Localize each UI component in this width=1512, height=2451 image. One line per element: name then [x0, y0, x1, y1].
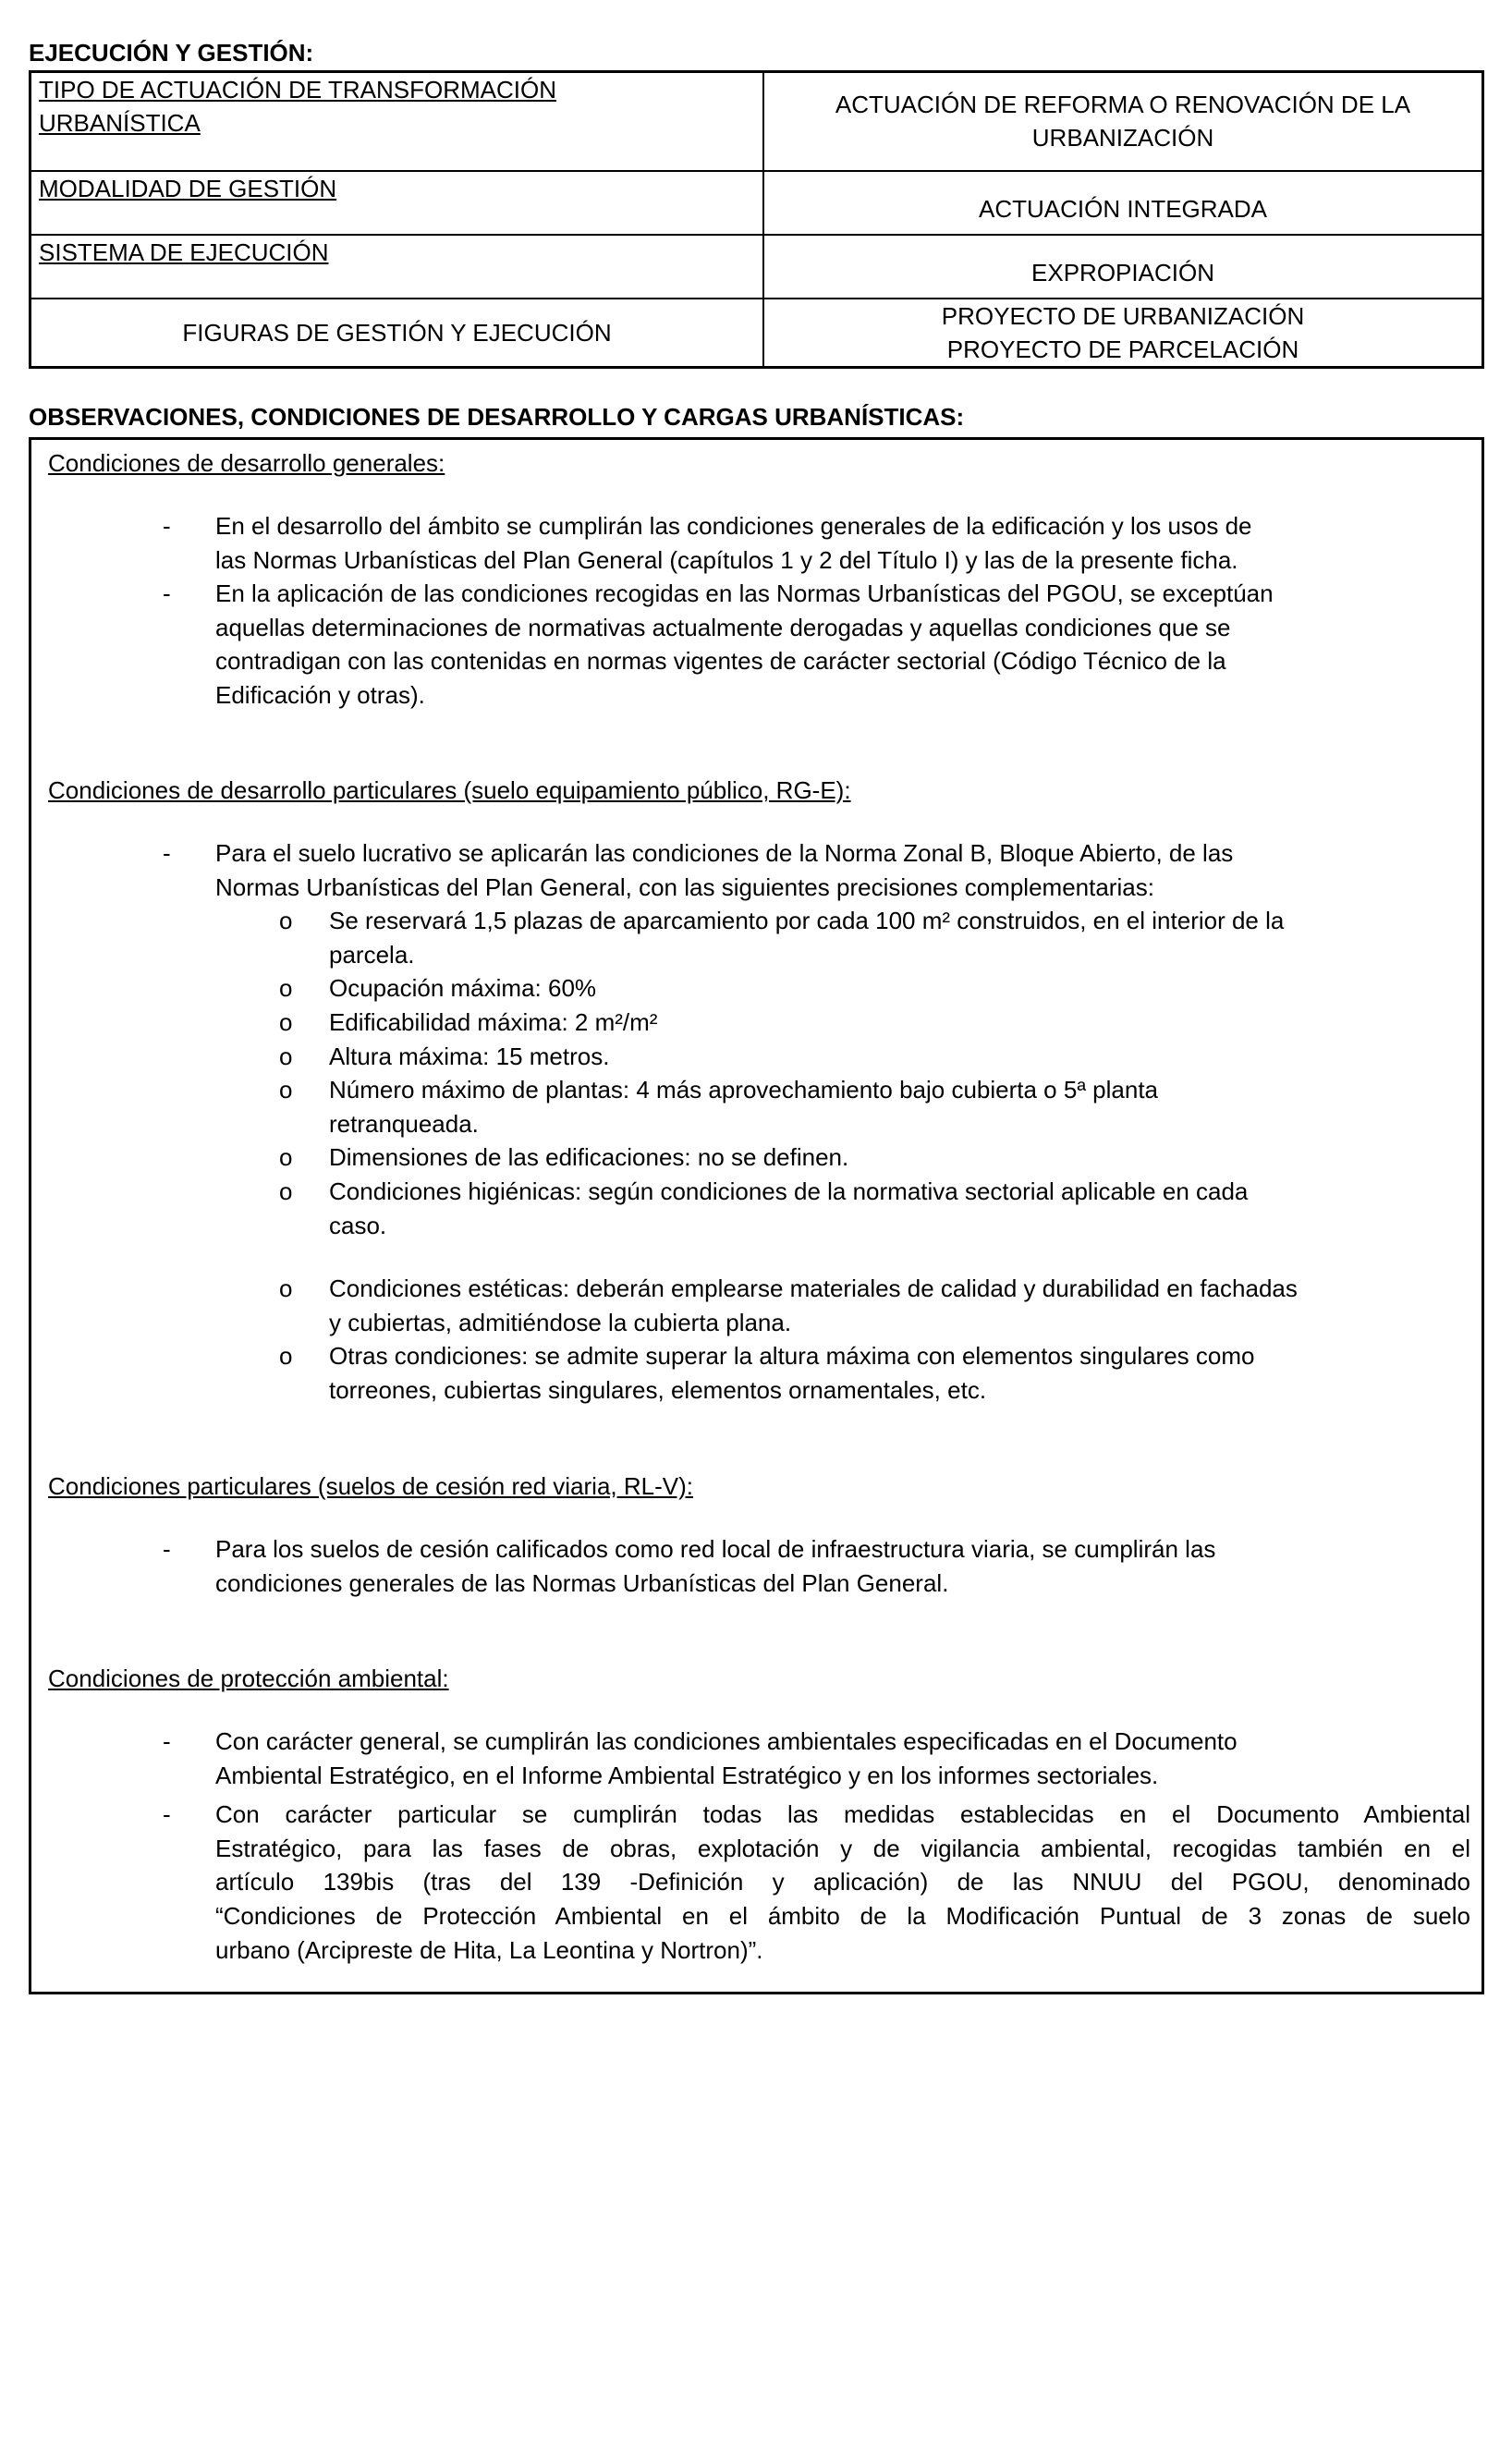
list-item-line: Para el suelo lucrativo se aplicarán las condiciones de la Norma Zonal B, Bloque Abierto, de las	[215, 839, 1234, 867]
list-item-line: Dimensiones de las edificaciones: no se definen.	[329, 1143, 849, 1172]
list-item	[215, 509, 1470, 577]
list-item-line: artículo 139bis (tras del 139 -Definición y aplicación) de las NNUU del PGOU, denominado	[215, 1868, 1470, 1896]
label-line: MODALIDAD DE GESTIÓN	[39, 174, 337, 202]
section-heading: Condiciones de desarrollo particulares (suelo equipamiento público, RG-E):	[48, 776, 851, 804]
list-item-line: En la aplicación de las condiciones recogidas en las Normas Urbanísticas del PGOU, se exceptúan	[215, 579, 1274, 608]
value-line: ACTUACIÓN DE REFORMA O RENOVACIÓN DE LA	[835, 91, 1411, 119]
list-item	[329, 1175, 1470, 1242]
list-item-line: En el desarrollo del ámbito se cumplirán las condiciones generales de la edificación y los usos de	[215, 512, 1252, 540]
list-item-line: Ocupación máxima: 60%	[329, 974, 597, 1003]
list-item	[329, 1073, 1470, 1140]
list-item	[215, 577, 1470, 712]
value-line: PROYECTO DE URBANIZACIÓN	[941, 301, 1305, 330]
list-item-line: Para los suelos de cesión calificados como red local de infraestructura viaria, se cumplirán las	[215, 1535, 1216, 1563]
list-item	[215, 836, 1470, 904]
circle-bullet-icon: o	[279, 907, 293, 935]
list-item	[329, 1140, 1470, 1175]
list-item-line: Se reservará 1,5 plazas de aparcamiento por cada 100 m² construidos, en el interior de la	[329, 907, 1285, 935]
dash-bullet-icon: -	[163, 1800, 171, 1829]
list-item-line: “Condiciones de Protección Ambiental en el ámbito de la Modificación Puntual de 3 zonas de suelo	[215, 1901, 1470, 1930]
list-item-line: Normas Urbanísticas del Plan General, con las siguientes precisiones complementarias:	[215, 872, 1154, 901]
list-item-line: Estratégico, para las fases de obras, explotación y de vigilancia ambiental, recogidas también en el	[215, 1834, 1470, 1862]
list-item-line: Altura máxima: 15 metros.	[329, 1042, 610, 1070]
list-item-line: y cubiertas, admitiéndose la cubierta plana.	[329, 1308, 792, 1336]
list-item-line: Con carácter general, se cumplirán las condiciones ambientales especificadas en el Documento	[215, 1727, 1238, 1755]
list-item	[329, 1272, 1470, 1339]
list-item-line: contradigan con las contenidas en normas vigentes de carácter sectorial (Código Técnico de la	[215, 647, 1226, 676]
table-row	[30, 235, 1483, 299]
circle-bullet-icon: o	[279, 1076, 293, 1104]
list-item	[329, 1006, 1470, 1040]
section-heading: Condiciones de desarrollo generales:	[48, 449, 445, 477]
list-item	[215, 1798, 1470, 1967]
section-heading: Condiciones particulares (suelos de cesión red viaria, RL-V):	[48, 1472, 693, 1500]
circle-bullet-icon: o	[279, 1342, 293, 1371]
list-item	[215, 1532, 1470, 1600]
label-line: FIGURAS DE GESTIÓN Y EJECUCIÓN	[182, 318, 612, 347]
value-line: PROYECTO DE PARCELACIÓN	[946, 335, 1299, 363]
dash-bullet-icon: -	[163, 1535, 171, 1563]
list-item-line: Otras condiciones: se admite superar la altura máxima con elementos singulares como	[329, 1342, 1255, 1371]
observations-title: OBSERVACIONES, CONDICIONES DE DESARROLLO Y CARGAS URBANÍSTICAS:	[29, 403, 965, 431]
section-heading: Condiciones de protección ambiental:	[48, 1664, 449, 1692]
value-line: URBANIZACIÓN	[1031, 124, 1214, 152]
row-value	[763, 299, 1483, 368]
list-item	[329, 904, 1470, 971]
list-item-line: caso.	[329, 1211, 387, 1239]
list-item	[329, 1040, 1470, 1074]
row-value	[763, 171, 1483, 235]
circle-bullet-icon: o	[279, 1274, 293, 1303]
label-line: TIPO DE ACTUACIÓN DE TRANSFORMACIÓN	[39, 76, 557, 104]
list-item	[329, 971, 1470, 1006]
dash-bullet-icon: -	[163, 579, 171, 608]
list-item-line: Número máximo de plantas: 4 más aprovechamiento bajo cubierta o 5ª planta	[329, 1076, 1158, 1104]
list-item-line: Condiciones estéticas: deberán emplearse materiales de calidad y durabilidad en fachadas	[329, 1274, 1298, 1303]
table-row	[30, 72, 1483, 171]
circle-bullet-icon: o	[279, 1008, 293, 1036]
circle-bullet-icon: o	[279, 974, 293, 1003]
row-label	[30, 72, 764, 171]
circle-bullet-icon: o	[279, 1143, 293, 1172]
circle-bullet-icon: o	[279, 1042, 293, 1070]
dash-bullet-icon: -	[163, 512, 171, 540]
list-item-line: condiciones generales de las Normas Urbanísticas del Plan General.	[215, 1568, 949, 1597]
list-item-line: aquellas determinaciones de normativas actualmente derogadas y aquellas condiciones que se	[215, 613, 1231, 641]
list-item	[215, 1725, 1470, 1792]
list-item-line: Edificación y otras).	[215, 680, 425, 709]
dash-bullet-icon: -	[163, 1727, 171, 1755]
table-row	[30, 299, 1483, 368]
observations-box	[29, 437, 1484, 1994]
row-value	[763, 235, 1483, 299]
list-item-line: las Normas Urbanísticas del Plan General (capítulos 1 y 2 del Título I) y las de la presente ficha.	[215, 545, 1238, 574]
execution-table	[29, 70, 1484, 369]
list-item-line: retranqueada.	[329, 1109, 479, 1138]
list-item-line: torreones, cubiertas singulares, elementos ornamentales, etc.	[329, 1375, 987, 1404]
row-value	[763, 72, 1483, 171]
dash-bullet-icon: -	[163, 839, 171, 867]
row-label	[30, 235, 764, 299]
circle-bullet-icon: o	[279, 1177, 293, 1205]
list-item-line: Condiciones higiénicas: según condiciones de la normativa sectorial aplicable en cada	[329, 1177, 1249, 1205]
value-line: EXPROPIACIÓN	[1031, 259, 1214, 287]
list-item	[329, 1339, 1470, 1407]
execution-title: EJECUCIÓN Y GESTIÓN:	[29, 39, 314, 67]
list-item-line: Edificabilidad máxima: 2 m²/m²	[329, 1008, 658, 1036]
list-item-line: Ambiental Estratégico, en el Informe Ambiental Estratégico y en los informes sectoriales.	[215, 1761, 1159, 1789]
row-label	[30, 171, 764, 235]
table-row	[30, 171, 1483, 235]
row-label	[30, 299, 764, 368]
label-line: URBANÍSTICA	[39, 109, 201, 137]
list-item-line: urbano (Arcipreste de Hita, La Leontina y Nortron)”.	[215, 1935, 763, 1964]
list-item-line: Con carácter particular se cumplirán todas las medidas establecidas en el Documento Ambiental	[215, 1800, 1470, 1829]
value-line: ACTUACIÓN INTEGRADA	[978, 195, 1268, 223]
label-line: SISTEMA DE EJECUCIÓN	[39, 238, 329, 266]
list-item-line: parcela.	[329, 940, 415, 969]
